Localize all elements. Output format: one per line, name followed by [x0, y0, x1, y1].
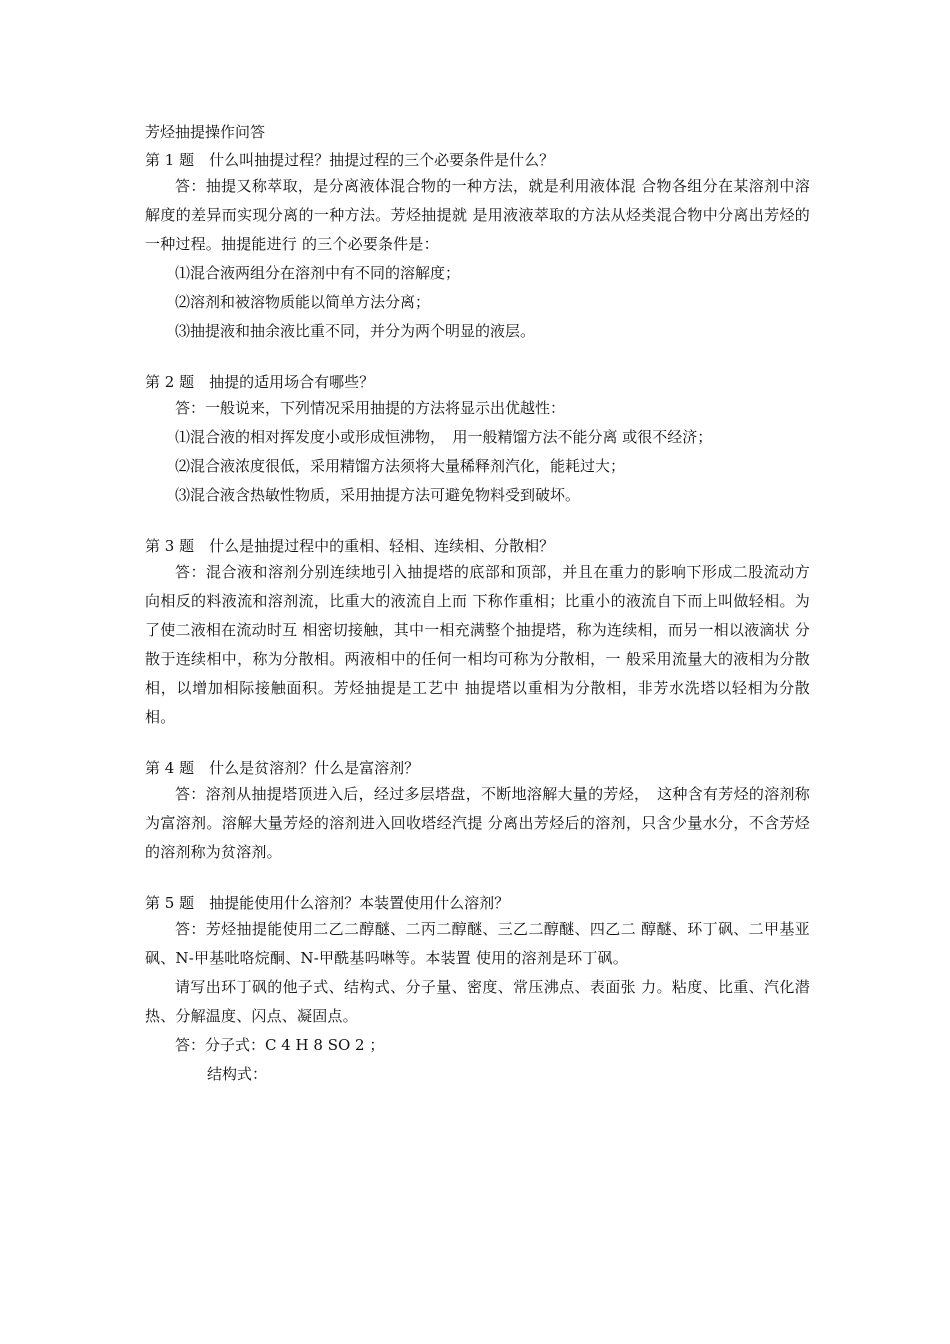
spacer: [145, 732, 810, 756]
answer-5-formula: 答：分子式：C 4 H 8 SO 2 ；: [175, 1036, 385, 1054]
answer-5-structure: 结构式：: [207, 1065, 268, 1083]
answer-3: 答：混合液和溶剂分别连续地引入抽提塔的底部和顶部，并且在重力的影响下形成二股流动方向相反的料液流和溶剂流，比重大的液流自上而 下称作重相；比重小的液流自下而上叫做轻相。为了使二液相在流动时互 相密切接触，其中一相充满整个抽提塔，称为连续相，而另一相以液滴状 分散于连续相中，称为分散相。两液相中的任何一相均可称为分散相，一 般采用流量大的液相为分散相，以增加相际接触面积。芳烃抽提是工艺中 抽提塔以重相为分散相，非芳水洗塔以轻相为分散相。: [145, 563, 810, 726]
answer-1-item-2: ⑵溶剂和被溶物质能以简单方法分离；: [175, 293, 431, 311]
answer-1-item-3: ⑶抽提液和抽余液比重不同，并分为两个明显的液层。: [175, 322, 536, 340]
question-2: 第 2 题 抽提的适用场合有哪些？: [145, 373, 375, 391]
document-title: 芳烃抽提操作问答: [145, 123, 266, 141]
answer-2-item-2: ⑵混合液浓度很低，采用精馏方法须将大量稀释剂汽化，能耗过大；: [175, 457, 626, 475]
answer-4: 答：溶剂从抽提塔顶进入后，经过多层塔盘，不断地溶解大量的芳烃， 这种含有芳烃的溶剂称为富溶剂。溶解大量芳烃的溶剂进入回收塔经汽提 分离出芳烃后的溶剂，只含少量水分，不含芳烃的溶剂称为贫溶剂。: [145, 785, 810, 861]
spacer: [145, 346, 810, 370]
question-5: 第 5 题 抽提能使用什么溶剂？本装置使用什么溶剂？: [145, 894, 510, 912]
answer-2-item-3: ⑶混合液含热敏性物质，采用抽提方法可避免物料受到破坏。: [175, 486, 581, 504]
question-5-request: 请写出环丁砜的他子式、结构式、分子量、密度、常压沸点、表面张 力。粘度、比重、汽化潜热、分解温度、闪点、凝固点。: [145, 978, 810, 1025]
answer-2-item-1: ⑴混合液的相对挥发度小或形成恒沸物， 用一般精馏方法不能分离 或很不经济；: [175, 428, 713, 446]
answer-1: 答：抽提又称萃取，是分离液体混合物的一种方法，就是利用液体混 合物各组分在某溶剂中溶解度的差异而实现分离的一种方法。芳烃抽提就 是用液液萃取的方法从烃类混合物中分离出芳烃的一种过程。抽提能进行 的三个必要条件是：: [145, 177, 810, 253]
question-4: 第 4 题 什么是贫溶剂？什么是富溶剂？: [145, 759, 420, 777]
document-page: [145, 120, 810, 1089]
spacer: [145, 510, 810, 534]
answer-5: 答：芳烃抽提能使用二乙二醇醚、二丙二醇醚、三乙二醇醚、四乙二 醇醚、环丁砜、二甲基亚砜、N-甲基吡咯烷酮、N-甲酰基吗啉等。本装置 使用的溶剂是环丁砜。: [145, 920, 810, 967]
question-3: 第 3 题 什么是抽提过程中的重相、轻相、连续相、分散相？: [145, 537, 555, 555]
answer-2: 答：一般说来，下列情况采用抽提的方法将显示出优越性：: [175, 399, 566, 417]
answer-1-item-1: ⑴混合液两组分在溶剂中有不同的溶解度；: [175, 264, 461, 282]
spacer: [145, 867, 810, 891]
question-1: 第 1 题 什么叫抽提过程？抽提过程的三个必要条件是什么？: [145, 151, 555, 169]
